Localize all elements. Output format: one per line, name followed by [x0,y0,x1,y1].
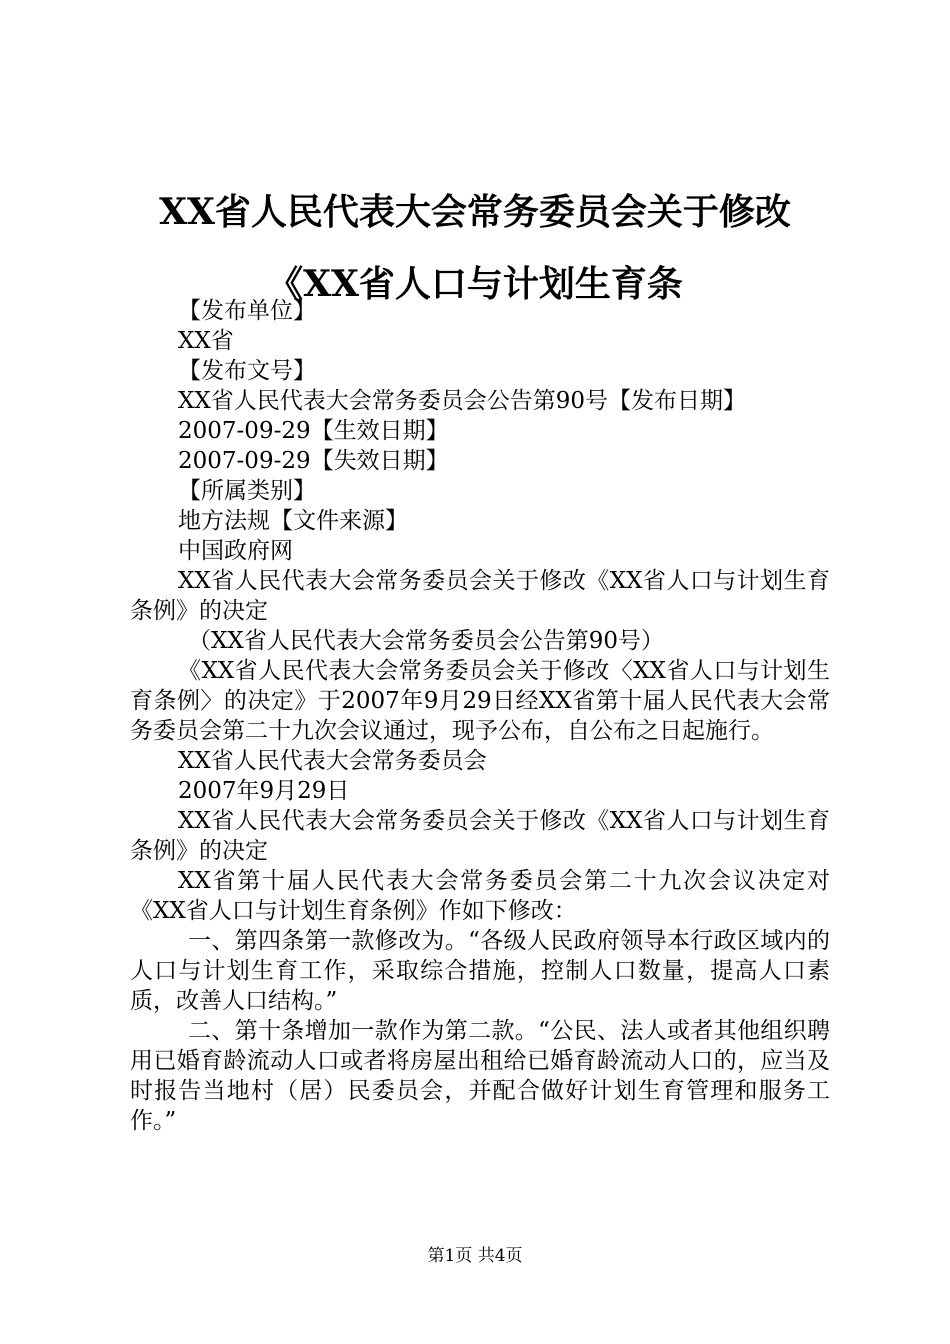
meta-line-publisher-label: 【发布单位】 [178,298,316,324]
meta-line-publisher: XX省 [178,328,234,354]
meta-line-effective-date: 2007-09-29【失效日期】 [178,448,449,474]
meta-line-category-label: 【所属类别】 [178,478,316,504]
meta-line-docno: XX省人民代表大会常务委员会公告第90号【发布日期】 [178,388,747,414]
page-indicator: 第1页 共4页 [427,1246,523,1266]
document-title: XX省人民代表大会常务委员会关于修改《XX省人口与计划生育条 [159,191,791,305]
meta-line-publish-date: 2007-09-29【生效日期】 [178,418,449,444]
announcement-text: 《XX省人民代表大会常务委员会关于修改〈XX省人口与计划生育条例〉的决定》于2007年9月29日经XX省第十届人民代表大会常务委员会第二十九次会议通过，现予公布，自公布之日起施行。 [130,658,830,744]
meta-line-docno-label: 【发布文号】 [178,358,316,384]
amendment-item-2: 二、第十条增加一款作为第二款。“公民、法人或者其他组织聘用已婚育龄流动人口或者将房屋出租给已婚育龄流动人口的，应当及时报告当地村（居）民委员会，并配合做好计划生育管理和服务工作。” [130,1018,830,1134]
meta-line-category: 地方法规【文件来源】 [178,508,408,534]
meta-line-source: 中国政府网 [178,538,293,564]
amendment-item-1: 一、第四条第一款修改为。“各级人民政府领导本行政区域内的人口与计划生育工作，采取综合措施，控制人口数量，提高人口素质，改善人口结构。” [130,928,830,1014]
decision-heading: XX省人民代表大会常务委员会关于修改《XX省人口与计划生育条例》的决定 [130,568,830,624]
document-body [130,296,830,1136]
decision-intro: XX省第十届人民代表大会常务委员会第二十九次会议决定对《XX省人口与计划生育条例》作如下修改： [130,868,830,924]
decision-heading-2: XX省人民代表大会常务委员会关于修改《XX省人口与计划生育条例》的决定 [130,808,830,864]
issue-date: 2007年9月29日 [178,778,350,804]
issuer: XX省人民代表大会常务委员会 [178,748,487,774]
announcement-number: （XX省人民代表大会常务委员会公告第90号） [188,628,665,654]
